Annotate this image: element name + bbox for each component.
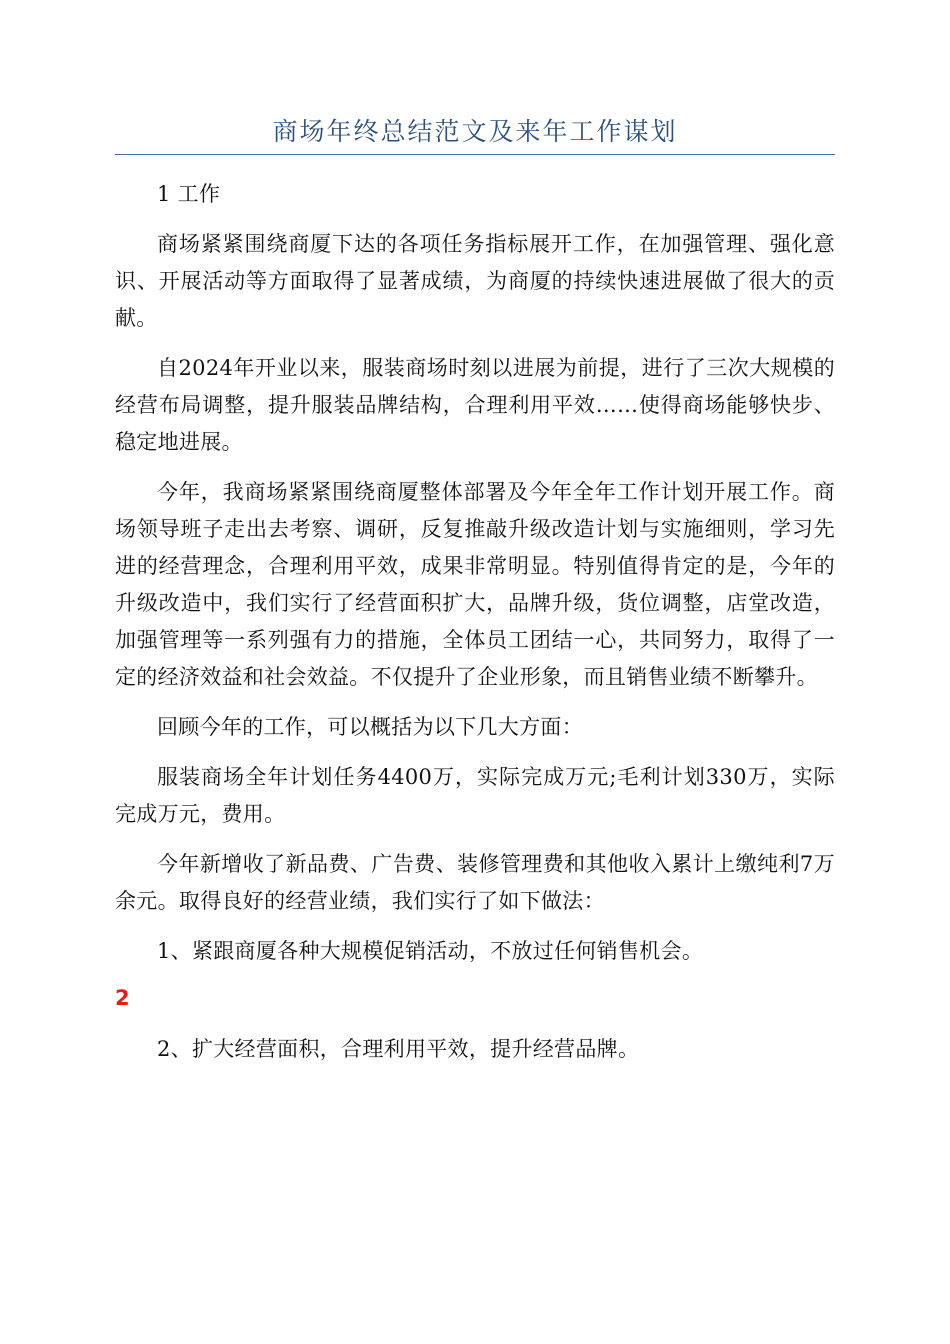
section-heading: 1 工作	[157, 182, 221, 206]
document-body	[115, 176, 835, 1081]
paragraph: 今年，我商场紧紧围绕商厦整体部署及今年全年工作计划开展工作。商场领导班子走出去考察、调研，反复推敲升级改造计划与实施细则，学习先进的经营理念，合理利用平效，成果非常明显。特别值得肯定的是，今年的升级改造中，我们实行了经营面积扩大，品牌升级，货位调整，店堂改造，加强管理等一系列强有力的措施，全体员工团结一心，共同努力，取得了一定的经济效益和社会效益。不仅提升了企业形象，而且销售业绩不断攀升。	[115, 480, 835, 689]
list-item: 2、扩大经营面积，合理利用平效，提升经营品牌。	[157, 1037, 640, 1061]
paragraph: 自2024年开业以来，服装商场时刻以进展为前提，进行了三次大规模的经营布局调整，提升服装品牌结构，合理利用平效……使得商场能够快步、稳定地进展。	[115, 356, 835, 454]
paragraph: 商场紧紧围绕商厦下达的各项任务指标展开工作，在加强管理、强化意识、开展活动等方面取得了显著成绩，为商厦的持续快速进展做了很大的贡献。	[115, 232, 835, 330]
paragraph: 服装商场全年计划任务4400万，实际完成万元;毛利计划330万，实际完成万元，费用。	[115, 765, 835, 826]
document-title: 商场年终总结范文及来年工作谋划	[272, 117, 678, 146]
paragraph: 回顾今年的工作，可以概括为以下几大方面：	[157, 715, 583, 739]
paragraph: 今年新增收了新品费、广告费、装修管理费和其他收入累计上缴纯利7万余元。取得良好的经营业绩，我们实行了如下做法：	[115, 852, 835, 913]
title-underline	[115, 154, 835, 155]
list-item: 1、紧跟商厦各种大规模促销活动，不放过任何销售机会。	[157, 939, 704, 963]
section-marker: 2	[115, 986, 130, 1010]
